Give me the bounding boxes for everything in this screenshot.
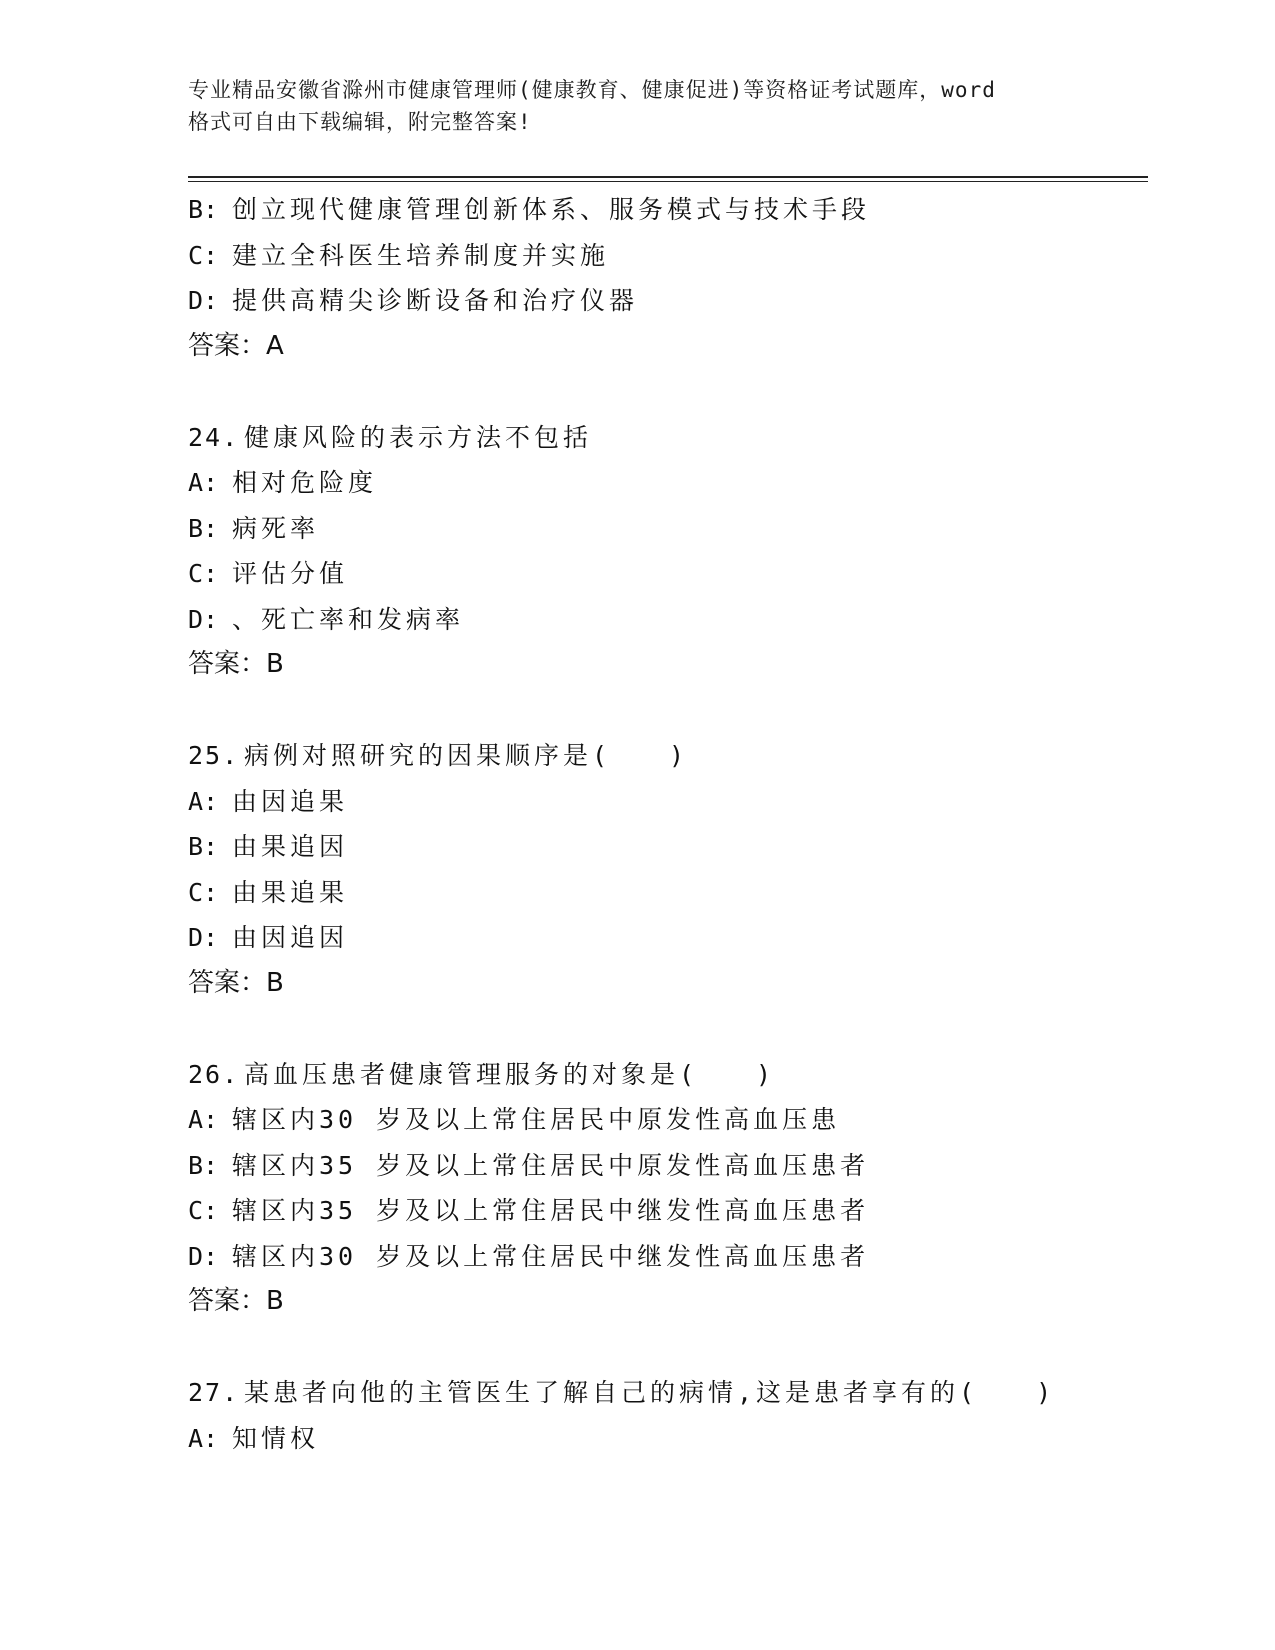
question-block-27 xyxy=(188,1370,1148,1461)
header-line-2: 格式可自由下载编辑，附完整答案! xyxy=(188,110,532,134)
option-line xyxy=(188,187,1148,233)
spacer xyxy=(188,1325,1148,1371)
spacer xyxy=(188,369,1148,415)
option-label: A: xyxy=(188,1105,219,1134)
option-line xyxy=(188,278,1148,324)
spacer xyxy=(188,688,1148,734)
option-line xyxy=(188,1234,1148,1280)
option-line xyxy=(188,551,1148,597)
question-stem xyxy=(188,733,1148,779)
option-text: 创立现代健康管理创新体系、服务模式与技术手段 xyxy=(232,195,871,224)
option-line xyxy=(188,460,1148,506)
question-text: 病例对照研究的因果顺序是( ) xyxy=(244,741,689,770)
question-text: 高血压患者健康管理服务的对象是( ) xyxy=(244,1059,776,1089)
option-text: 由果追因 xyxy=(232,832,349,861)
question-stem xyxy=(188,415,1148,461)
header-line-1: 专业精品安徽省滁州市健康管理师(健康教育、健康促进)等资格证考试题库，word xyxy=(188,78,996,102)
option-label: B: xyxy=(188,195,219,224)
answer-line: 答案：B xyxy=(188,649,284,679)
option-line xyxy=(188,233,1148,279)
option-label: D: xyxy=(188,604,219,634)
option-line xyxy=(188,915,1148,961)
option-label: A: xyxy=(188,786,219,816)
question-block-26 xyxy=(188,1052,1148,1325)
question-list xyxy=(188,187,1148,1461)
option-label: D: xyxy=(188,1241,219,1271)
answer-line: 答案：B xyxy=(188,1286,284,1316)
option-line xyxy=(188,1416,1148,1462)
option-text: 建立全科医生培养制度并实施 xyxy=(232,240,610,270)
option-text: 辖区内35 岁及以上常住居民中原发性高血压患者 xyxy=(232,1150,870,1180)
option-text: 由因追因 xyxy=(232,923,349,952)
option-line xyxy=(188,1143,1148,1189)
option-label: C: xyxy=(188,877,219,907)
option-line xyxy=(188,506,1148,552)
question-block-24 xyxy=(188,415,1148,688)
option-text: 辖区内30 岁及以上常住居民中原发性高血压患 xyxy=(232,1105,841,1134)
document-header xyxy=(188,74,1088,138)
question-number: 24. xyxy=(188,422,240,452)
option-text: 由果追果 xyxy=(232,877,349,907)
option-line xyxy=(188,1097,1148,1143)
option-text: 知情权 xyxy=(232,1423,320,1453)
option-line xyxy=(188,597,1148,643)
answer-line: 答案：B xyxy=(188,967,284,998)
option-label: D: xyxy=(188,923,219,952)
option-line xyxy=(188,870,1148,916)
question-text: 健康风险的表示方法不包括 xyxy=(244,422,593,452)
question-number: 25. xyxy=(188,741,240,770)
header-rule-thick xyxy=(188,176,1148,178)
question-number: 27. xyxy=(188,1378,240,1407)
option-label: D: xyxy=(188,286,219,315)
option-text: 评估分值 xyxy=(232,559,349,588)
option-text: 辖区内30 岁及以上常住居民中继发性高血压患者 xyxy=(232,1241,870,1271)
option-label: C: xyxy=(188,240,219,270)
option-label: B: xyxy=(188,513,219,543)
header-rule-thin xyxy=(188,181,1148,182)
question-text: 某患者向他的主管医生了解自己的病情,这是患者享有的( ) xyxy=(244,1378,1056,1407)
option-label: B: xyxy=(188,1150,219,1180)
option-text: 由因追果 xyxy=(232,786,349,816)
question-block-25 xyxy=(188,733,1148,1006)
option-text: 相对危险度 xyxy=(232,468,378,497)
answer-line: 答案：A xyxy=(188,330,284,361)
option-text: 辖区内35 岁及以上常住居民中继发性高血压患者 xyxy=(232,1196,870,1225)
question-stem xyxy=(188,1052,1148,1098)
option-label: B: xyxy=(188,832,219,861)
option-text: 病死率 xyxy=(232,513,320,543)
question-stem xyxy=(188,1370,1148,1416)
option-text: 提供高精尖诊断设备和治疗仪器 xyxy=(232,286,639,315)
question-block-partial xyxy=(188,187,1148,369)
option-text: 、死亡率和发病率 xyxy=(232,604,465,634)
spacer xyxy=(188,1006,1148,1052)
option-label: A: xyxy=(188,1423,219,1453)
option-line xyxy=(188,1188,1148,1234)
question-number: 26. xyxy=(188,1059,240,1089)
option-label: C: xyxy=(188,1196,219,1225)
option-line xyxy=(188,779,1148,825)
option-label: C: xyxy=(188,559,219,588)
option-line xyxy=(188,824,1148,870)
option-label: A: xyxy=(188,468,219,497)
